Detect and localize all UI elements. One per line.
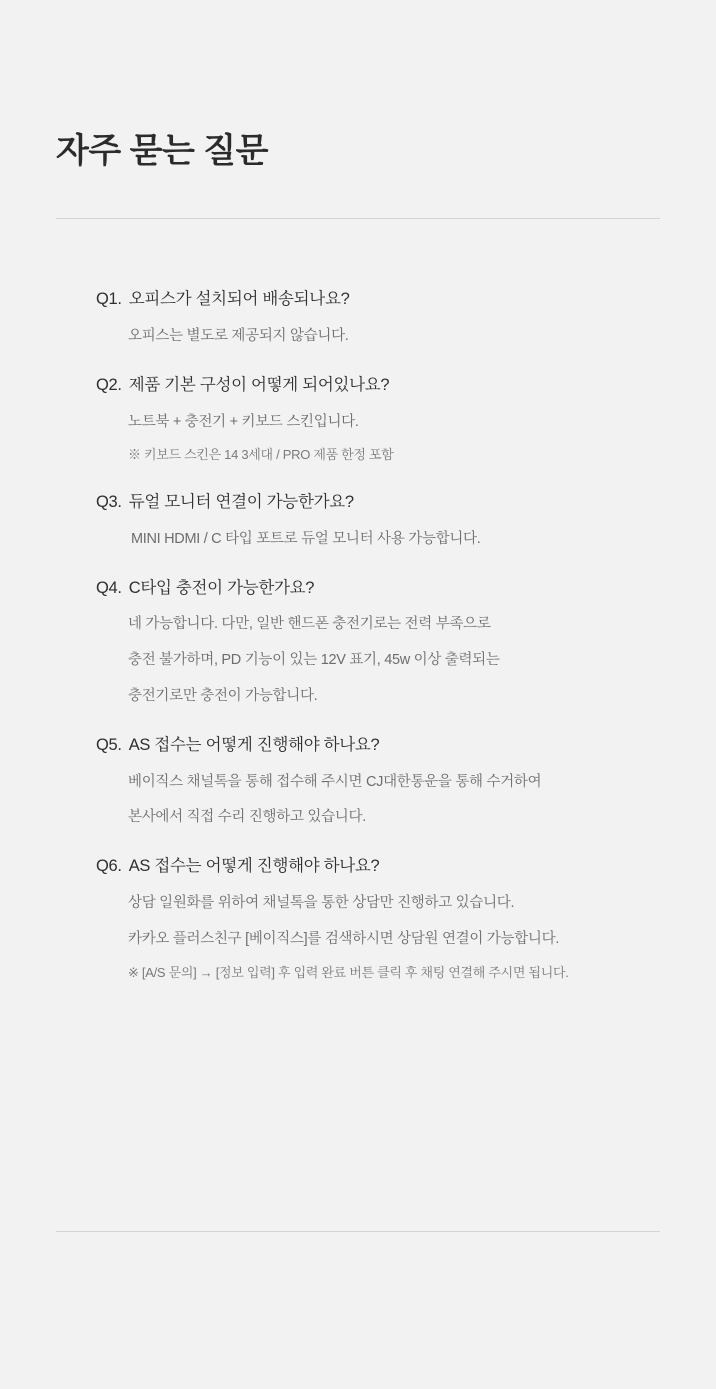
faq-question-number: Q5. [96, 735, 122, 754]
faq-question-number: Q1. [96, 290, 122, 308]
faq-answer-text: 네 가능합니다. 다만, 일반 핸드폰 충전기로는 전력 부족으로 [128, 616, 491, 633]
faq-question-text: AS 접수는 어떻게 진행해야 하나요? [128, 857, 380, 876]
faq-question [0, 288, 716, 312]
faq-question-text: 듀얼 모니터 연결이 가능한가요? [128, 492, 354, 511]
faq-answer-note: ※ 키보드 스킨은 14 3세대 / PRO 제품 한정 포함 [128, 447, 394, 463]
divider-bottom [56, 1231, 660, 1232]
faq-question-text: C타입 충전이 가능한가요? [128, 578, 315, 597]
faq-question-number: Q4. [96, 578, 122, 597]
faq-question [0, 855, 716, 879]
faq-item [0, 374, 716, 465]
faq-item [0, 288, 716, 348]
faq-item [0, 734, 716, 829]
faq-answer-text: MINI HDMI / C 타입 포트로 듀얼 모니터 사용 가능합니다. [131, 530, 481, 547]
page-title: 자주 묻는 질문 [56, 131, 268, 170]
faq-item [0, 577, 716, 708]
faq-question-number: Q2. [96, 375, 122, 394]
faq-answer-text: 카카오 플러스친구 [베이직스]를 검색하시면 상담원 연결이 가능합니다. [128, 930, 560, 947]
faq-answer-text: 본사에서 직접 수리 진행하고 있습니다. [128, 809, 366, 826]
faq-question [0, 577, 716, 601]
faq-answer-text: 상담 일원화를 위하여 채널톡을 통한 상담만 진행하고 있습니다. [128, 895, 515, 912]
faq-question-text: 오피스가 설치되어 배송되나요? [128, 290, 350, 308]
faq-item [0, 855, 716, 982]
faq-answer-text: 베이직스 채널톡을 통해 접수해 주시면 CJ대한통운을 통해 수거하여 [128, 773, 542, 790]
faq-item [0, 491, 716, 551]
faq-answer-text: 오피스는 별도로 제공되지 않습니다. [128, 327, 349, 344]
faq-question [0, 374, 716, 398]
faq-answer-text: 충전기로만 충전이 가능합니다. [128, 687, 318, 704]
faq-answer-note: ※ [A/S 문의] → [정보 입력] 후 입력 완료 버튼 클릭 후 채팅 연결해 주시면 됩니다. [128, 964, 569, 980]
faq-answer-text: 충전 불가하며, PD 기능이 있는 12V 표기, 45w 이상 출력되는 [128, 652, 500, 669]
faq-question-text: 제품 기본 구성이 어떻게 되어있나요? [128, 375, 390, 394]
faq-list [0, 288, 716, 1008]
faq-question-number: Q6. [96, 857, 122, 876]
faq-answer-text: 노트북 + 충전기 + 키보드 스킨입니다. [128, 413, 359, 430]
faq-question-text: AS 접수는 어떻게 진행해야 하나요? [128, 735, 380, 754]
faq-question-number: Q3. [96, 492, 122, 511]
divider-top [56, 218, 660, 219]
faq-question [0, 491, 716, 515]
faq-question [0, 734, 716, 758]
